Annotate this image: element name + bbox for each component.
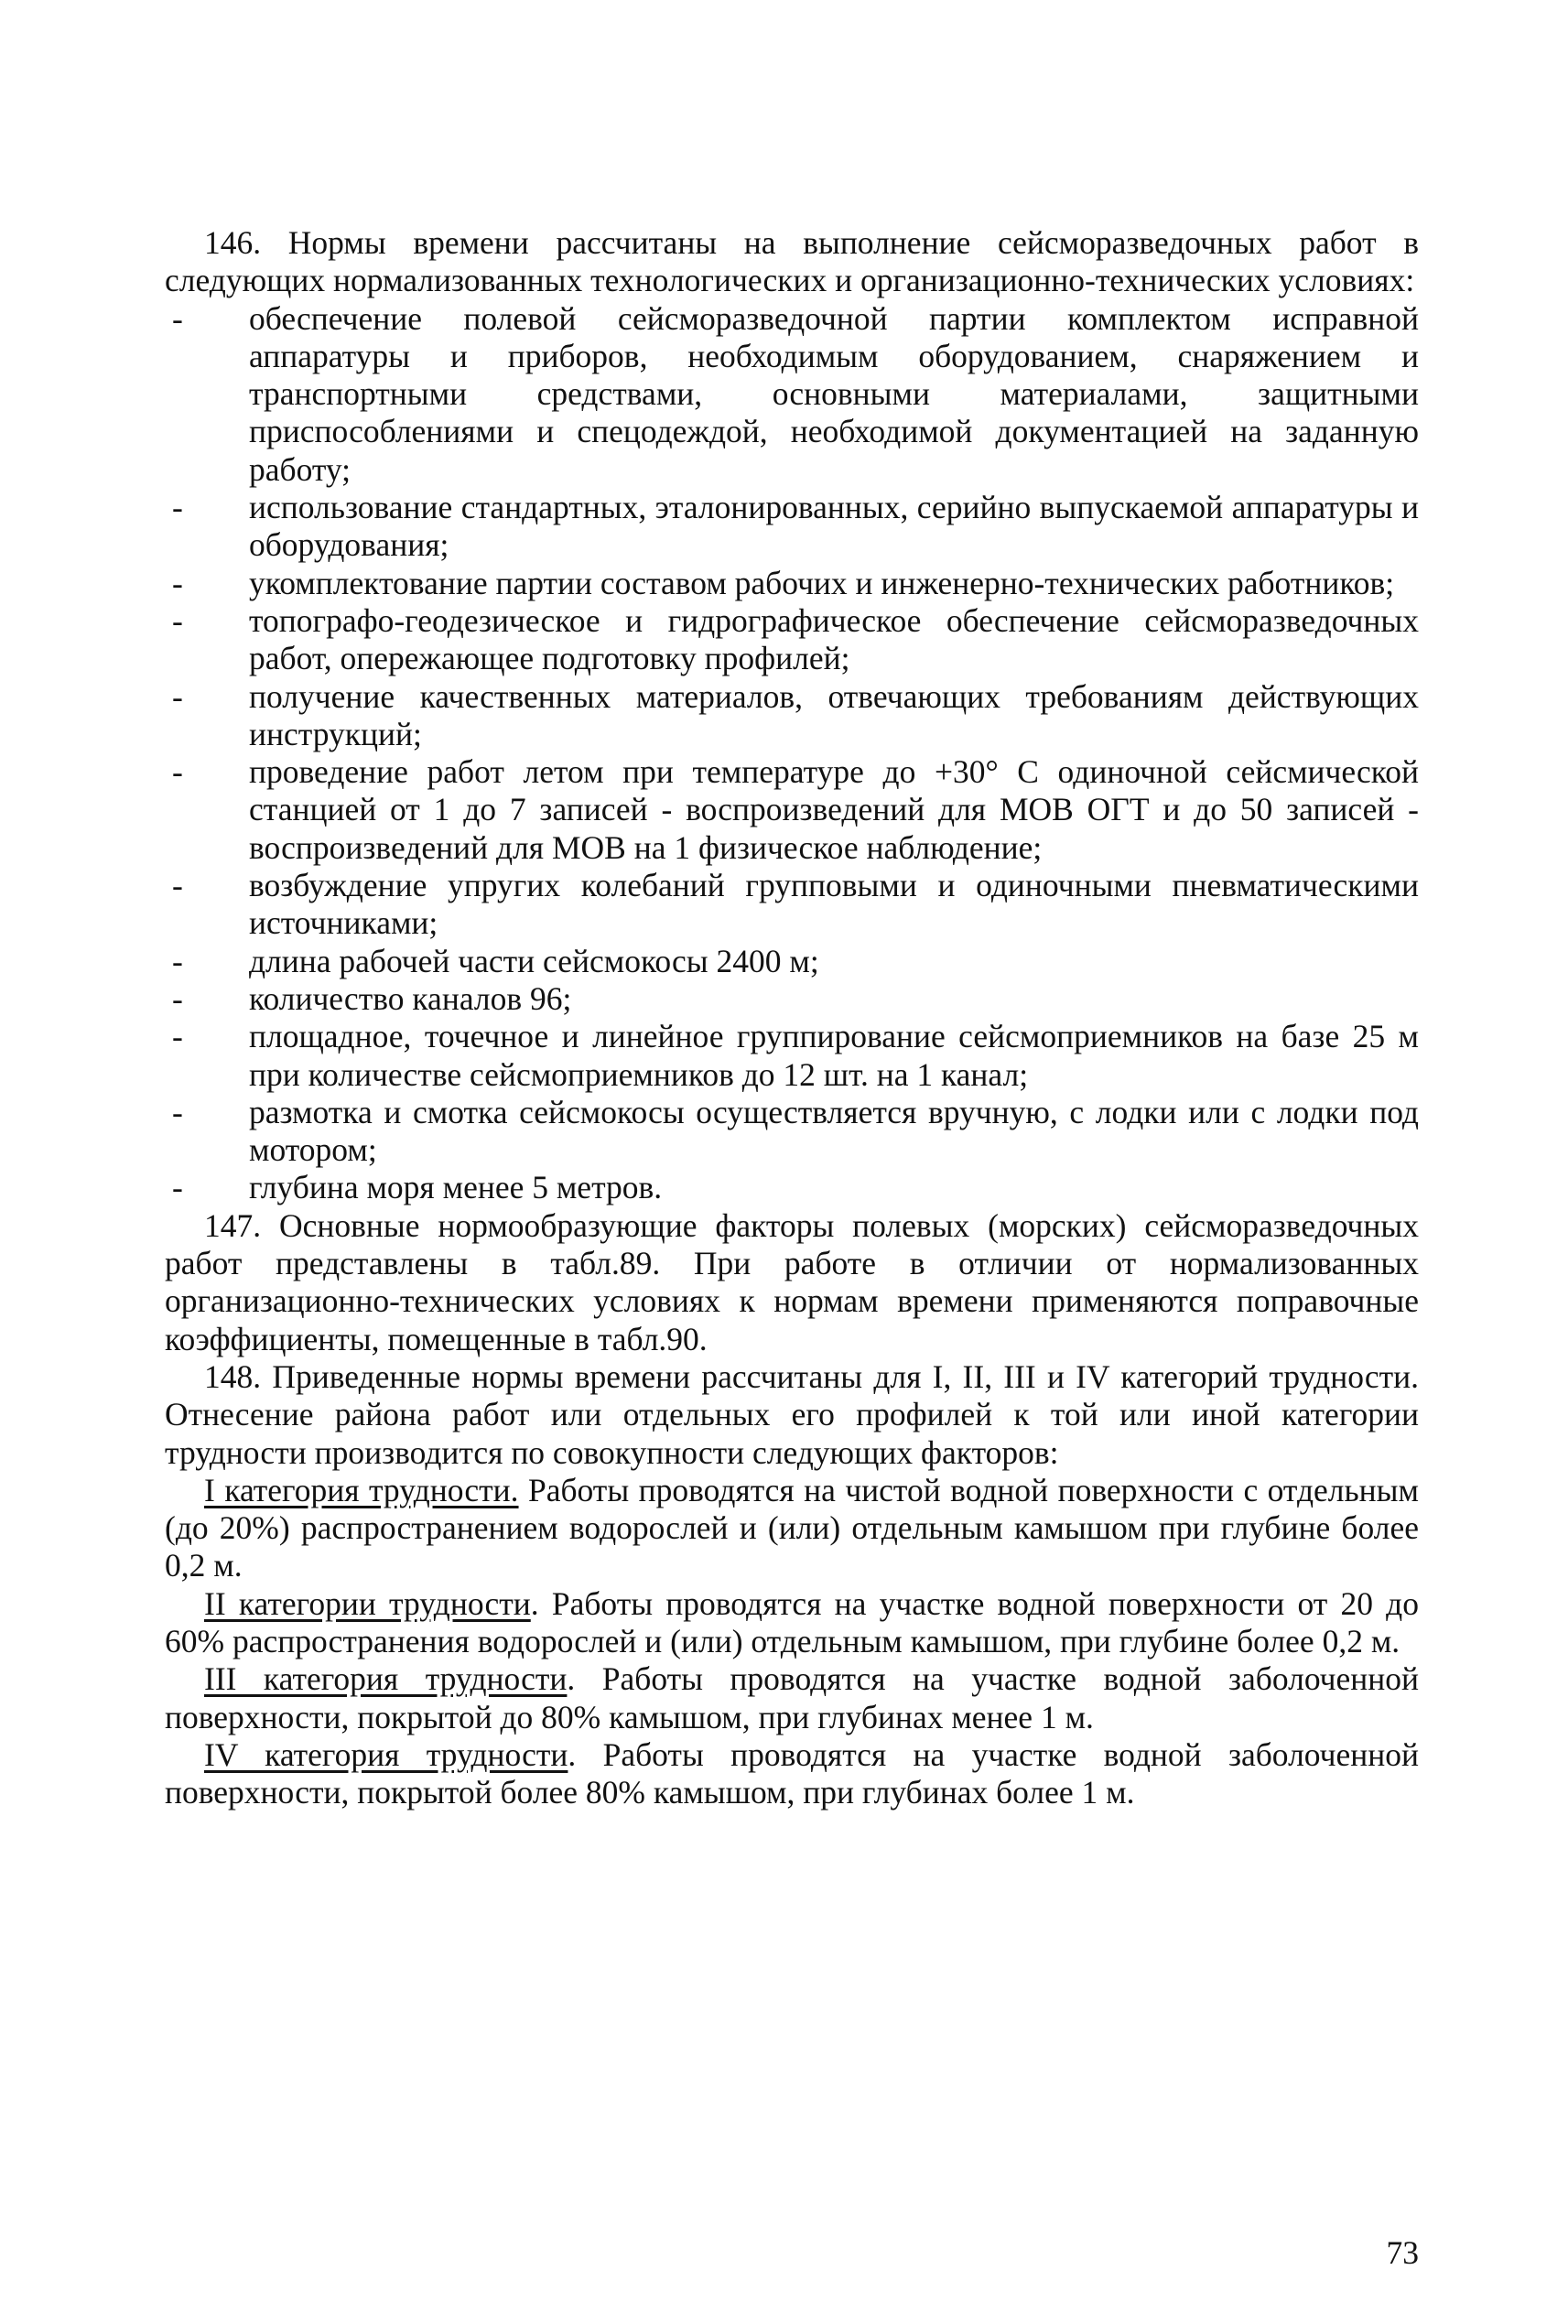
category-2-paragraph: [165, 1585, 1419, 1661]
list-item-text: получение качественных материалов, отвечающих требованиям действующих инструкций;: [249, 677, 1419, 752]
list-item: [165, 1094, 1419, 1170]
list-item-text: длина рабочей части сейсмокосы 2400 м;: [249, 942, 819, 979]
list-dash: -: [172, 867, 183, 904]
list-dash: -: [172, 564, 183, 601]
list-item: [165, 753, 1419, 867]
paragraph-146: 146. Нормы времени рассчитаны на выполнение сейсморазведочных работ в следующих нормализованных технологических и организационно-технических условиях:: [165, 224, 1419, 299]
list-item-text: использование стандартных, эталонированных, серийно выпускаемой аппаратуры и оборудования;: [249, 489, 1419, 564]
page-number: 73: [1386, 2234, 1419, 2271]
list-dash: -: [172, 979, 183, 1017]
list-item: [165, 678, 1419, 754]
category-4-paragraph: [165, 1736, 1419, 1812]
list-item: [165, 1169, 1419, 1206]
category-3-text: . Работы проводятся на участке водной заболоченной поверхности, покрытой до 80% камышом, при глубинах менее 1 м.: [165, 1660, 1420, 1735]
list-dash: -: [172, 1169, 183, 1206]
category-2-text: . Работы проводятся на участке водной поверхности от 20 до 60% распространения водорослей и (или) отдельным камышом, при глубине более 0,2 м.: [165, 1584, 1419, 1659]
list-item: [165, 867, 1419, 943]
list-item: [165, 565, 1419, 602]
category-1-paragraph: [165, 1472, 1419, 1585]
list-item-text: количество каналов 96;: [249, 979, 572, 1017]
list-item-text: обеспечение полевой сейсморазведочной партии комплектом исправной аппаратуры и приборов, необходимым оборудованием, снаряжением и транспортными средствами, основными материалами, защитными приспособлениями и спецодеждой, необходимой документацией на заданную работу;: [249, 299, 1419, 488]
page-body: [165, 224, 1419, 1811]
list-item-text: глубина моря менее 5 метров.: [249, 1169, 663, 1206]
category-2-heading: II категории трудности: [204, 1584, 531, 1622]
category-1-heading: I категория трудности.: [204, 1471, 519, 1508]
list-item-text: проведение работ летом при температуре до +30° С одиночной сейсмической станцией от 1 до 7 записей - воспроизведений для МОВ ОГТ и до 50 записей - воспроизведений для МОВ на 1 физическое наблюдение;: [249, 753, 1419, 866]
list-item: [165, 489, 1419, 565]
list-dash: -: [172, 753, 183, 791]
conditions-list: [165, 300, 1419, 1207]
list-item-text: возбуждение упругих колебаний групповыми и одиночными пневматическими источниками;: [249, 867, 1419, 942]
list-item: [165, 602, 1419, 678]
list-item-text: топографо-геодезическое и гидрографическое обеспечение сейсморазведочных работ, опережающее подготовку профилей;: [249, 601, 1419, 677]
list-dash: -: [172, 942, 183, 979]
list-dash: -: [172, 601, 183, 639]
category-3-paragraph: [165, 1660, 1419, 1736]
category-1-text: Работы проводятся на чистой водной поверхности с отдельным (до 20%) распространением водорослей и (или) отдельным камышом при глубине более 0,2 м.: [165, 1471, 1419, 1584]
paragraph-147: 147. Основные нормообразующие факторы полевых (морских) сейсморазведочных работ представлены в табл.89. При работе в отличии от нормализованных организационно-технических условиях к нормам времени применяются поправочные коэффициенты, помещенные в табл.90.: [165, 1206, 1419, 1357]
list-dash: -: [172, 489, 183, 526]
list-dash: -: [172, 299, 183, 337]
list-item-text: укомплектование партии составом рабочих и инженерно-технических работников;: [249, 564, 1395, 601]
list-item-text: размотка и смотка сейсмокосы осуществляется вручную, с лодки или с лодки под мотором;: [249, 1093, 1419, 1169]
list-item: [165, 943, 1419, 980]
list-dash: -: [172, 677, 183, 715]
list-dash: -: [172, 1093, 183, 1130]
paragraph-148: 148. Приведенные нормы времени рассчитаны для I, II, III и IV категорий трудности. Отнесение района работ или отдельных его профилей к той или иной категории трудности производится по совокупности следующих факторов:: [165, 1357, 1419, 1471]
list-item: [165, 980, 1419, 1018]
list-item-text: площадное, точечное и линейное группирование сейсмоприемников на базе 25 м при количестве сейсмоприемников до 12 шт. на 1 канал;: [249, 1018, 1419, 1093]
list-item: [165, 300, 1419, 489]
category-4-heading: IV категория трудности: [204, 1735, 568, 1773]
list-dash: -: [172, 1018, 183, 1055]
category-3-heading: III категория трудности: [204, 1660, 568, 1698]
category-4-text: . Работы проводятся на участке водной заболоченной поверхности, покрытой более 80% камышом, при глубинах более 1 м.: [165, 1735, 1419, 1811]
list-item: [165, 1018, 1419, 1094]
